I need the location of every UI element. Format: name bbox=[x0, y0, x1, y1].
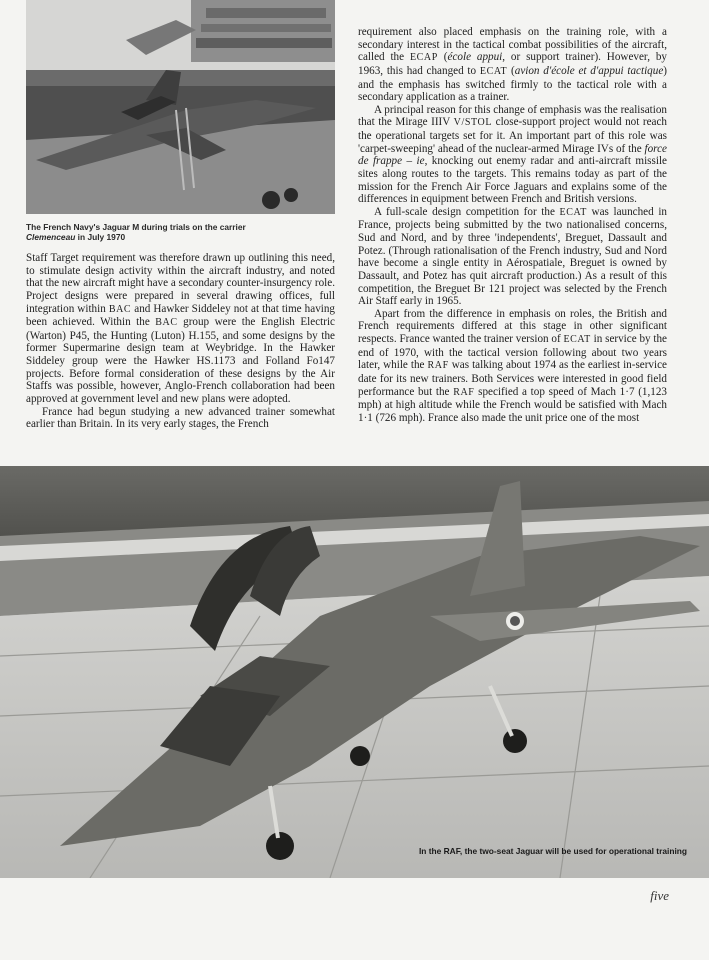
left-paragraph-2: France had begun studying a new advanced trainer somewhat earlier than Britain. In its very early stages, the French bbox=[26, 405, 335, 431]
caption-top: The French Navy's Jaguar M during trials on the carrier Clemenceau in July 1970 bbox=[26, 222, 246, 242]
photo-jaguar-m-carrier bbox=[26, 0, 335, 214]
right-column-text bbox=[358, 26, 667, 424]
ship-name: Clemenceau bbox=[26, 232, 76, 242]
right-paragraph-3: A full-scale design competition for the ECAT was launched in France, projects being submitted by the two nationalised concerns, Sud and Nord, and by three 'independents', Breguet, Dassault and Potez. (Through rationalisation of the French industry, Sud and Nord have become a single entity in Aérospatiale, Breguet is owned by Dassault, and Potez has quit aircraft production.) As a result of this competition, the Breguet Br 121 project was selected by the French Air Staff early in 1965. bbox=[358, 205, 667, 308]
right-paragraph-1: requirement also placed emphasis on the training role, with a secondary interest in the tactical combat possibilities of the aircraft, called the ECAP (école appui, or support trainer). However, by 1963, this had changed to ECAT (avion d'école et d'appui tactique) and the emphasis has switched firmly to the tactical role with a secondary application as a trainer. bbox=[358, 26, 667, 104]
photo-two-seat-jaguar bbox=[0, 466, 709, 878]
left-paragraph-1: Staff Target requirement was therefore drawn up outlining this need, to stimulate design activity within the aircraft industry, and noted that the new aircraft might have a secondary counter-insurgency role. Project designs were prepared in several drawing offices, full integration within BAC and Hawker Siddeley not at that time having been achieved. Within the BAC group were the English Electric (Warton) P45, the Hunting (Luton) H.155, and some designs by the former Supermarine design team at Weybridge. In the Hawker Siddeley group were the Hawker HS.1173 and Folland Fo147 projects. Before formal consideration of these designs by the Air Staffs was possible, however, Anglo-French collaboration had been approved at government level and new plans were adopted. bbox=[26, 252, 335, 405]
caption-bottom: In the RAF, the two-seat Jaguar will be used for operational training bbox=[418, 846, 687, 856]
right-paragraph-2: A principal reason for this change of emphasis was the realisation that the Mirage IIIV V/STOL close-support project would not reach the operational targets set for it. An important part of this role was 'carpet-sweeping' ahead of the nuclear-armed Mirage IVs of the force de frappe – ie, knocking out enemy radar and anti-aircraft missile sites along routes to the targets. This remains today as part of the mission for the French Air Force Jaguars and explains some of the differences in equipment between French and British versions. bbox=[358, 103, 667, 206]
carrier-photo-illustration bbox=[26, 0, 335, 214]
page-number: five bbox=[650, 888, 669, 903]
left-column-text bbox=[26, 252, 335, 431]
jaguar-photo-illustration bbox=[0, 466, 709, 878]
right-paragraph-4: Apart from the difference in emphasis on roles, the British and French requirements differed at this stage in other significant respects. France wanted the trainer version of ECAT in service by the end of 1970, with the tactical version following about two years later, while the RAF was talking about 1974 as the earliest in-service date for its new trainers. Both Services were interested in good field performance but the RAF specified a top speed of Mach 1·7 (1,123 mph) at high altitude while the French would be satisfied with Mach 1·1 (726 mph). France also made the unit price one of the most bbox=[358, 307, 667, 424]
